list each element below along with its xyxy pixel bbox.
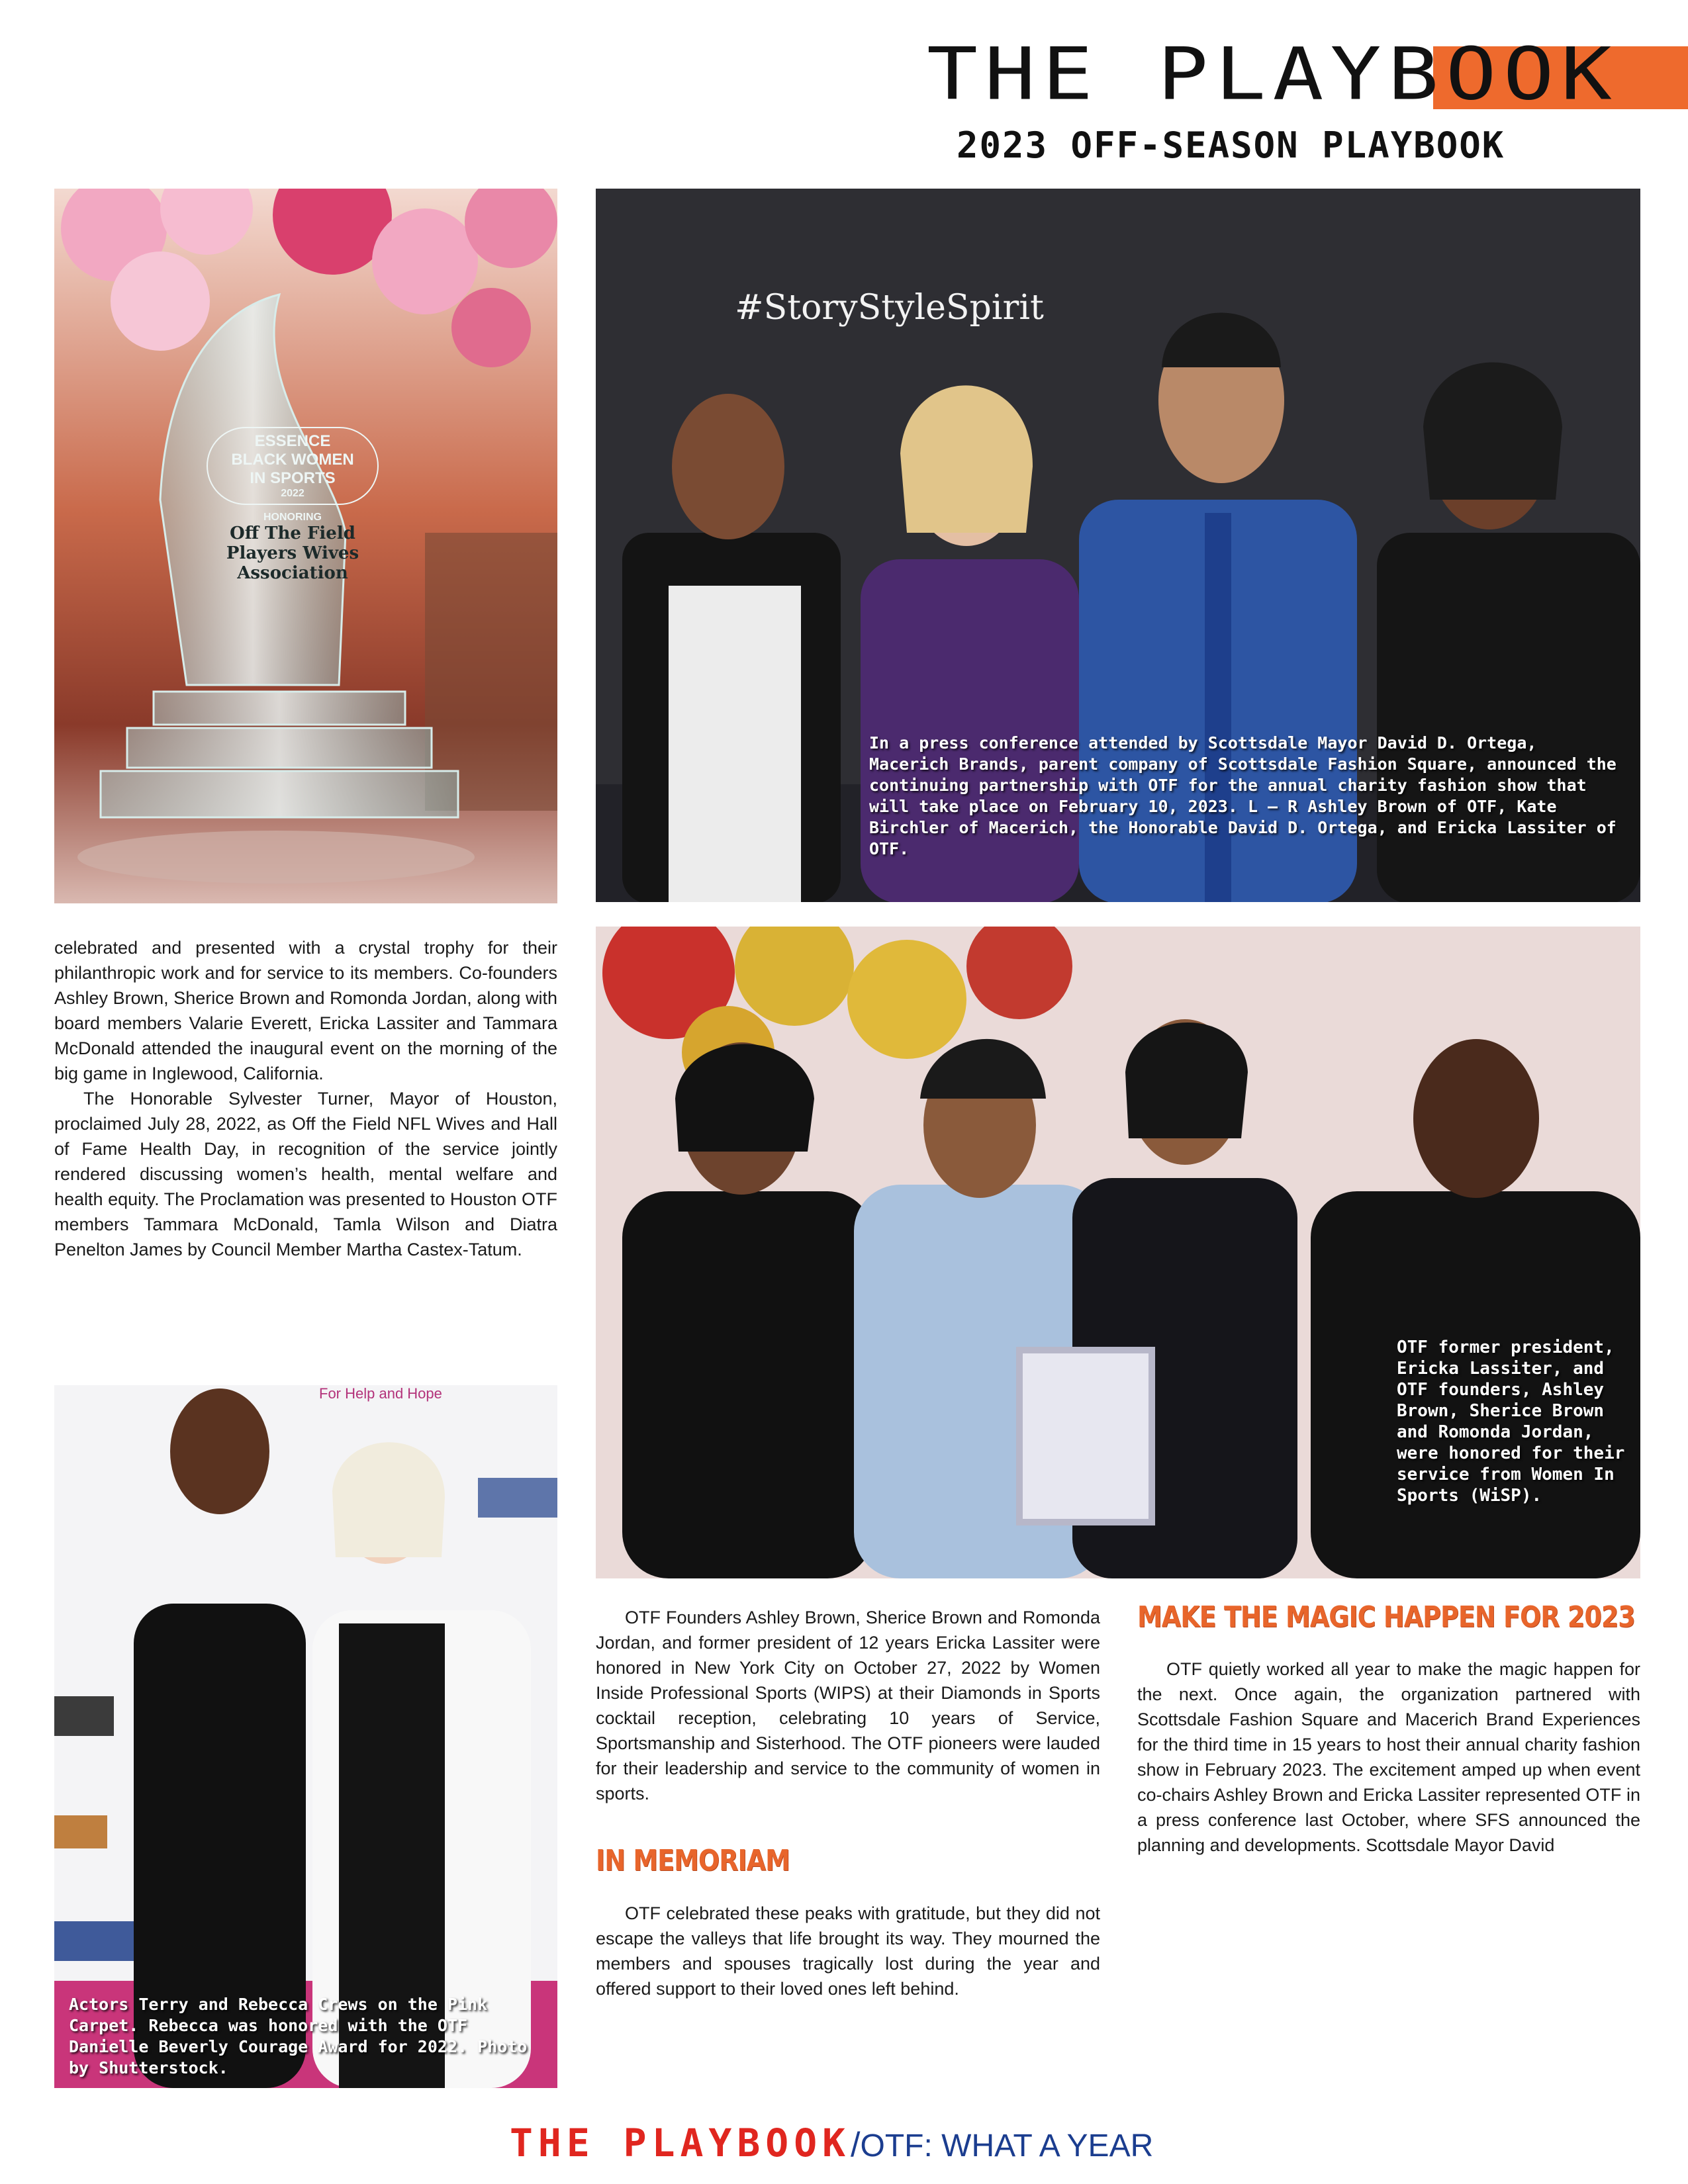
wisp-honorees-photo: [596, 927, 1640, 1578]
article-paragraph: OTF Founders Ashley Brown, Sherice Brown and Romonda Jordan, and former president of 12 years Ericka Lassiter were honored in New York City on October 27, 2022 by Women Inside Professional Sports (WIPS) at their Diamonds in Sports cocktail reception, celebrating 10 years of Service, Sportsmanship and Sisterhood. The OTF pioneers were lauded for their leadership and service to the community of women in sports.: [596, 1608, 1100, 1803]
article-right-column: [1137, 1657, 1640, 1858]
press-conference-photo: [596, 189, 1640, 902]
award-line: BLACK WOMEN: [231, 451, 354, 469]
trophy-award-text: [207, 427, 379, 583]
award-line: Players Wives: [226, 543, 359, 563]
magic-heading: MAKE THE MAGIC HAPPEN FOR 2023: [1137, 1600, 1635, 1634]
masthead-title: THE PLAYBOOK: [927, 32, 1618, 116]
crews-backdrop-text: For Help and Hope: [319, 1385, 442, 1402]
article-paragraph: celebrated and presented with a crystal trophy for their philanthropic work and for service to its members. Co-founders Ashley Brown, Sherice Brown and Romonda Jordan, along with board members Valarie Everett, Ericka Lassiter and Tammara McDonald attended the inaugural event on the morning of the big game in Inglewood, California.: [54, 938, 557, 1083]
crews-photo-caption: Actors Terry and Rebecca Crews on the Pink Carpet. Rebecca was honored with the OTF Danielle Beverly Courage Award for 2022. Photo by Shutterstock.: [69, 1995, 528, 2077]
press-photo-caption: In a press conference attended by Scottsdale Mayor David D. Ortega, Macerich Brands, parent company of Scottsdale Fashion Square, announced the continuing partnership with OTF for the annual charity fashion show that will take place on February 10, 2023. L – R Ashley Brown of OTF, Kate Birchler of Macerich, the Honorable David D. Ortega, and Ericka Lassiter of OTF.: [869, 733, 1617, 858]
memoriam-heading: IN MEMORIAM: [596, 1844, 790, 1878]
article-paragraph: OTF celebrated these peaks with gratitude, but they did not escape the valleys that life brought its way. They mourned the members and spouses tragically lost during the year and offered support to their loved ones left behind.: [596, 1903, 1100, 1999]
award-line: Association: [237, 563, 348, 583]
wisp-photo-caption: OTF former president, Ericka Lassiter, and OTF founders, Ashley Brown, Sherice Brown and Romonda Jordan, were honored for their service from Women In Sports (WiSP).: [1397, 1338, 1625, 1506]
award-line: HONORING: [263, 512, 322, 523]
page-footer: [510, 2120, 1154, 2165]
crews-illustration: [54, 1385, 557, 2088]
footer-brand: THE PLAYBOOK: [510, 2120, 851, 2165]
article-paragraph: The Honorable Sylvester Turner, Mayor of Houston, proclaimed July 28, 2022, as Off the Field NFL Wives and Hall of Fame Health Day, in recognition of the service jointly rendered discussing women’s health, mental welfare and health equity. The Proclamation was presented to Houston OTF members Tammara McDonald, Tamla Wilson and Diatra Penelton James by Council Member Martha Castex-Tatum.: [54, 1089, 557, 1259]
award-line: 2022: [281, 488, 305, 499]
masthead-subtitle: 2023 OFF-SEASON PLAYBOOK: [957, 124, 1505, 166]
article-middle-column-bottom: [596, 1901, 1100, 2001]
article-paragraph: OTF quietly worked all year to make the magic happen for the next. Once again, the organization partnered with Scottsdale Fashion Square and Macerich Brand Experiences for the third time in 15 years to host their annual charity fashion show in February 2023. The excitement amped up when event co-chairs Ashley Brown and Ericka Lassiter represented OTF in a press conference last October, where SFS announced the planning and developments. Scottsdale Mayor David: [1137, 1659, 1640, 1855]
article-left-column: [54, 935, 557, 1262]
award-line: Off The Field: [230, 523, 355, 543]
crews-pink-carpet-photo: [54, 1385, 557, 2088]
footer-section: OTF: WHAT A YEAR: [860, 2128, 1154, 2163]
award-line: IN SPORTS: [250, 469, 336, 487]
backdrop-text: #StoryStyleSpirit: [735, 288, 1044, 328]
award-line: ESSENCE: [254, 432, 331, 450]
trophy-photo: [54, 189, 557, 903]
footer-slash: /: [851, 2126, 861, 2164]
article-middle-column-top: [596, 1605, 1100, 1806]
